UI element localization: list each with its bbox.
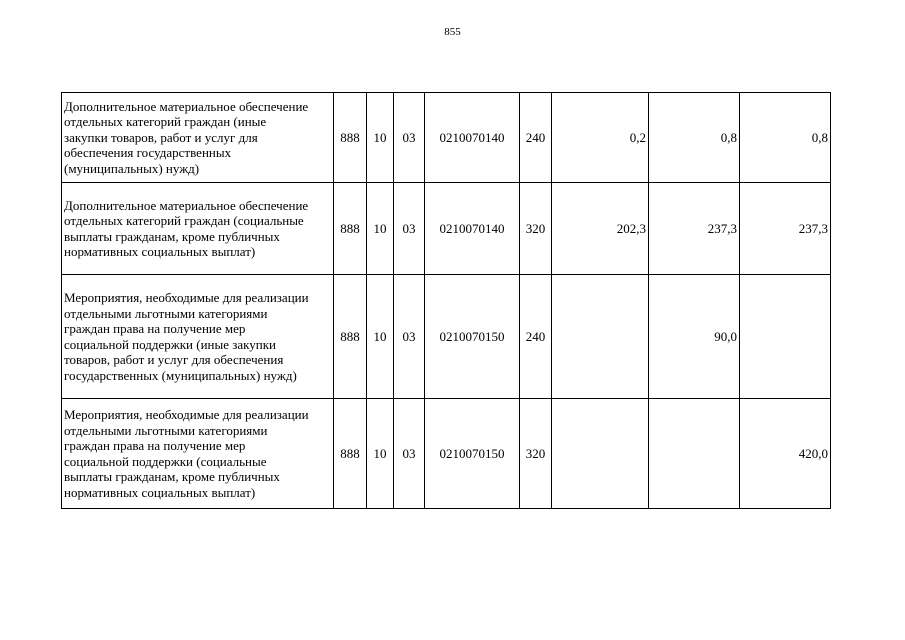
target-article-cell: 0210070140	[425, 93, 520, 183]
amount-year3-cell: 420,0	[740, 399, 831, 509]
section-code-cell: 10	[367, 93, 394, 183]
row-name-line: выплаты гражданам, кроме публичных	[64, 469, 280, 484]
row-name-cell	[62, 399, 334, 509]
table-body	[62, 93, 831, 509]
expense-type-cell: 320	[520, 183, 552, 275]
amount-year2-cell: 0,8	[649, 93, 740, 183]
subsection-code-cell: 03	[394, 93, 425, 183]
amount-year3-cell: 237,3	[740, 183, 831, 275]
amount-year2-cell: 90,0	[649, 275, 740, 399]
row-name-line: товаров, работ и услуг для обеспечения	[64, 352, 284, 367]
section-code-cell: 10	[367, 183, 394, 275]
row-name-line: отдельными льготными категориями	[64, 422, 268, 438]
amount-year2-cell	[649, 399, 740, 509]
ministry-code-cell: 888	[334, 93, 367, 183]
page-number: 855	[444, 26, 461, 38]
amount-year1-cell: 0,2	[552, 93, 649, 183]
target-article-cell: 0210070140	[425, 183, 520, 275]
row-name-cell	[62, 183, 334, 275]
amount-year1-cell	[552, 399, 649, 509]
row-name-line: закупки товаров, работ и услуг для	[64, 129, 258, 145]
section-code-cell: 10	[367, 275, 394, 399]
ministry-code-cell: 888	[334, 275, 367, 399]
target-article-cell: 0210070150	[425, 275, 520, 399]
row-name-line: граждан права на получение мер	[64, 321, 246, 336]
amount-year1-cell	[552, 275, 649, 399]
ministry-code-cell: 888	[334, 183, 367, 275]
amount-year1-cell: 202,3	[552, 183, 649, 275]
expense-type-cell: 240	[520, 275, 552, 399]
budget-table	[61, 92, 831, 509]
row-name-line: Мероприятия, необходимые для реализации	[64, 407, 309, 422]
table-row	[62, 183, 831, 275]
row-name-line: государственных (муниципальных) нужд)	[64, 367, 297, 383]
row-name-line: социальной поддержки (иные закупки	[64, 336, 276, 352]
section-code-cell: 10	[367, 399, 394, 509]
ministry-code-cell: 888	[334, 399, 367, 509]
expense-type-cell: 240	[520, 93, 552, 183]
table-row	[62, 275, 831, 399]
expense-type-cell: 320	[520, 399, 552, 509]
row-name-line: Дополнительное материальное обеспечение	[64, 197, 309, 213]
target-article-cell: 0210070150	[425, 399, 520, 509]
subsection-code-cell: 03	[394, 399, 425, 509]
table-row	[62, 93, 831, 183]
row-name-line: Дополнительное материальное обеспечение	[64, 98, 309, 114]
table-row	[62, 399, 831, 509]
row-name-line: социальной поддержки (социальные	[64, 453, 267, 469]
row-name-line: нормативных социальных выплат)	[64, 244, 256, 259]
subsection-code-cell: 03	[394, 275, 425, 399]
amount-year3-cell	[740, 275, 831, 399]
row-name-line: обеспечения государственных	[64, 145, 232, 161]
row-name-line: отдельных категорий граждан (социальные	[64, 213, 304, 228]
row-name-line: выплаты гражданам, кроме публичных	[64, 228, 280, 244]
subsection-code-cell: 03	[394, 183, 425, 275]
row-name-line: граждан права на получение мер	[64, 438, 246, 453]
amount-year3-cell: 0,8	[740, 93, 831, 183]
row-name-cell	[62, 275, 334, 399]
row-name-line: отдельных категорий граждан (иные	[64, 114, 267, 130]
amount-year2-cell: 237,3	[649, 183, 740, 275]
row-name-line: Мероприятия, необходимые для реализации	[64, 290, 309, 305]
row-name-line: отдельными льготными категориями	[64, 305, 268, 321]
row-name-line: (муниципальных) нужд)	[64, 160, 200, 176]
row-name-line: нормативных социальных выплат)	[64, 484, 256, 500]
row-name-cell	[62, 93, 334, 183]
